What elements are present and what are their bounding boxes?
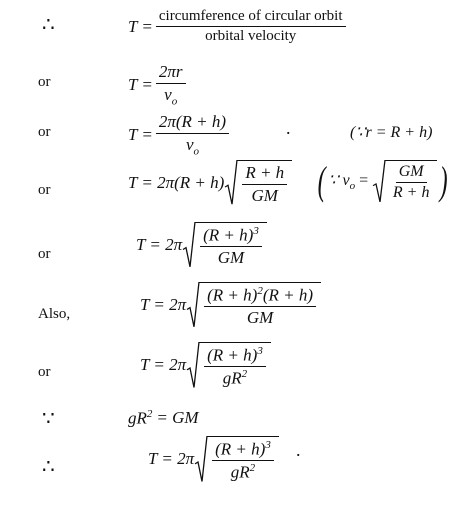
equation-final-period (148, 436, 279, 482)
or-label: or (38, 124, 51, 140)
fraction-denominator: GM (217, 248, 245, 268)
equation-lhs: $gR^2$ (128, 408, 153, 428)
fraction (156, 8, 346, 46)
square-root (373, 160, 438, 203)
fraction (156, 112, 229, 158)
equation-period-definition (128, 8, 349, 46)
square-root (187, 342, 271, 388)
radical-sign (187, 342, 199, 388)
subscript-o: o (171, 94, 178, 107)
fraction-denominator (161, 84, 180, 108)
therefore-symbol: ∴ (42, 456, 55, 478)
velocity-since: ∵ $v_o$ (328, 172, 356, 193)
equation-rhs: = GM (156, 408, 199, 428)
fraction (156, 62, 186, 108)
exponent: 3 (257, 345, 263, 357)
square-root (183, 222, 267, 268)
fraction-numerator: GM (396, 163, 427, 183)
radicand (237, 160, 292, 205)
equation-lhs: T = (128, 124, 153, 144)
equation-gr2-equals-gm (128, 408, 199, 429)
square-root (187, 282, 321, 328)
fraction-numerator: R + h (242, 163, 287, 185)
or-label: or (38, 182, 51, 198)
square-root (195, 436, 279, 482)
left-paren: ( (317, 158, 326, 204)
fraction (242, 163, 287, 205)
exponent: 2 (241, 368, 248, 381)
exponent: 3 (265, 439, 271, 451)
equation-sqrt-form (128, 160, 292, 205)
or-label: or (38, 364, 51, 380)
fraction (212, 439, 274, 482)
also-label: Also, (38, 306, 71, 322)
equation-lhs: T = (128, 74, 153, 94)
equation-lhs: T = 2π (136, 234, 183, 254)
fraction (200, 225, 262, 268)
equation-lhs: T = 2π (148, 449, 195, 469)
equation-cubed-over-gm (136, 222, 267, 268)
radical-sign (187, 282, 199, 328)
equation-lhs: T = 2π(R + h) (128, 172, 225, 192)
equation-2pi-r-plus-h-over-v (128, 112, 232, 158)
stray-dot: . (286, 118, 291, 138)
fraction-denominator: GM (246, 308, 274, 328)
velocity-symbol: v (185, 134, 194, 154)
equation-lhs: T = (128, 16, 153, 36)
exponent: 3 (253, 225, 259, 237)
exponent: 2 (249, 462, 256, 475)
therefore-symbol: ∴ (42, 14, 55, 36)
because-symbol: ∵ (42, 408, 55, 430)
exponent: 2 (146, 408, 153, 420)
fraction-numerator: 2π(R + h) (156, 112, 229, 134)
equation-2pir-over-v (128, 62, 189, 108)
radicand (385, 160, 438, 203)
equals-sign: = (358, 172, 369, 190)
exponent: 2 (257, 285, 263, 297)
velocity-symbol: v (164, 84, 172, 104)
right-paren: ) (440, 158, 449, 204)
equation-lhs: T = 2π (140, 355, 187, 375)
fraction-denominator: orbital velocity (205, 28, 297, 45)
subscript-o: o (193, 144, 199, 157)
fraction (204, 285, 316, 328)
radical-sign (373, 160, 385, 203)
radicand (207, 436, 279, 482)
radical-sign (183, 222, 195, 268)
equation-lhs: T = 2π (140, 294, 187, 314)
fraction-denominator: $gR^2$ (222, 368, 248, 388)
fraction-numerator: $(R + h)^3$ (204, 345, 266, 367)
radicand (195, 222, 267, 268)
radius-note: (∵r = R + h) (350, 124, 433, 141)
or-label: or (38, 74, 51, 90)
fraction (390, 163, 433, 203)
fraction-numerator: 2πr (156, 62, 186, 84)
equation-squared-times (140, 282, 321, 328)
subscript-o: o (349, 180, 356, 193)
fraction-numerator: $(R + h)^2(R + h)$ (204, 285, 316, 307)
square-root (225, 160, 292, 205)
fraction-numerator: $(R + h)^3$ (212, 439, 274, 461)
fraction-denominator: GM (251, 185, 278, 205)
fraction-denominator: $gR^2$ (230, 462, 256, 482)
fraction-numerator: circumference of circular orbit (156, 8, 346, 27)
fraction-denominator: R + h (392, 184, 430, 202)
velocity-note (315, 160, 451, 203)
stray-dot: . (296, 440, 301, 460)
fraction-numerator: $(R + h)^3$ (200, 225, 262, 247)
radicand (199, 342, 271, 388)
equation-cubed-over-gr2 (140, 342, 271, 388)
radical-sign (225, 160, 237, 205)
radicand (199, 282, 321, 328)
or-label: or (38, 246, 51, 262)
radical-sign (195, 436, 207, 482)
fraction-denominator (183, 134, 202, 158)
fraction (204, 345, 266, 388)
